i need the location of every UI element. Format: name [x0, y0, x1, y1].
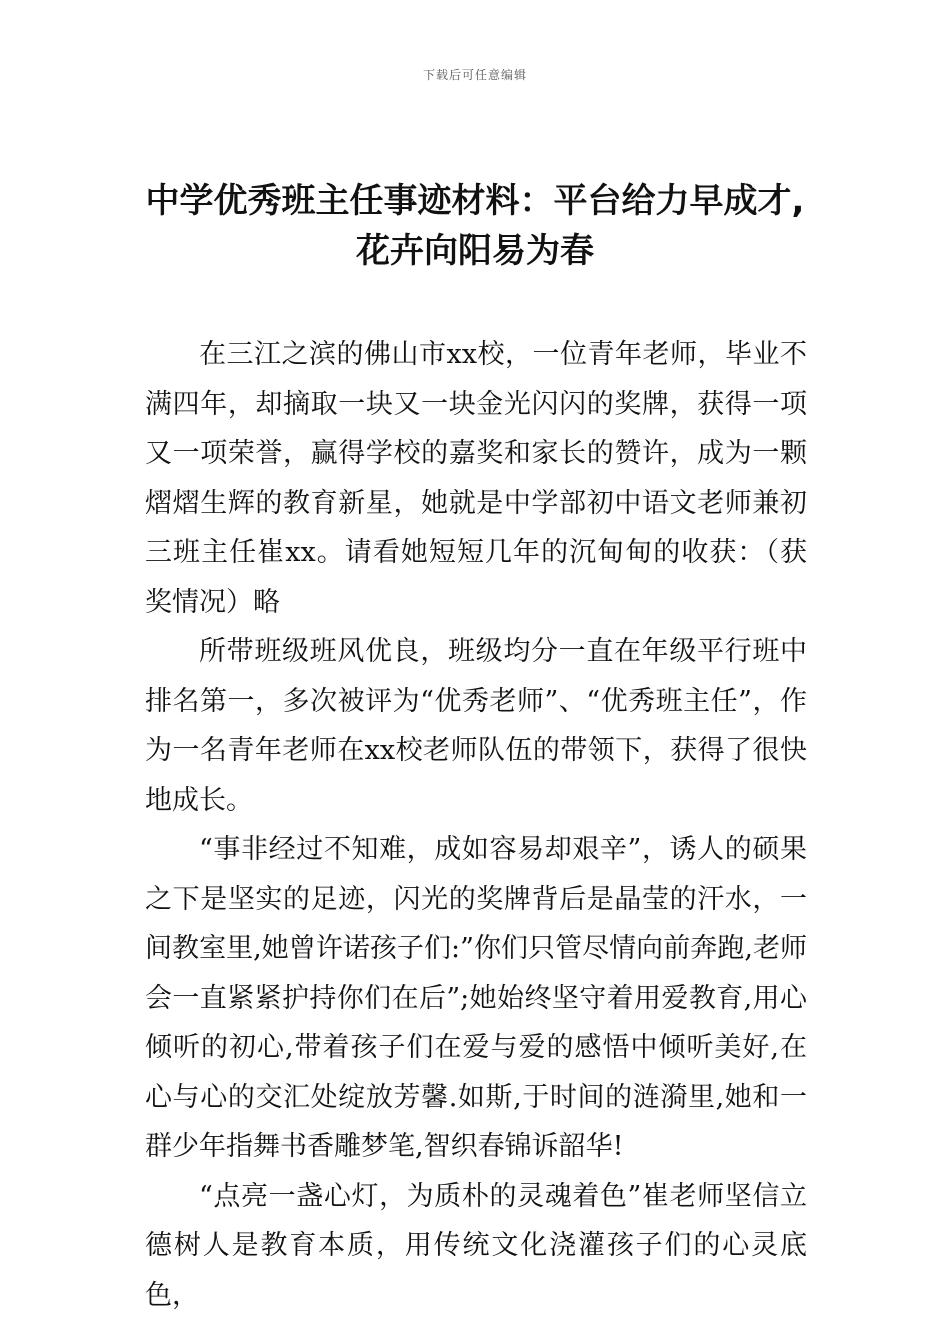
paragraph: 在三江之滨的佛山市xx校，一位青年老师，毕业不满四年，却摘取一块又一块金光闪闪的奖牌，获得一项又一项荣誉，赢得学校的嘉奖和家长的赞许，成为一颗熠熠生辉的教育新星，她就是中学部初中语文老师兼初三班主任崔xx。请看她短短几年的沉甸甸的收获：（获奖情况）略 — [145, 339, 807, 618]
document-body — [145, 330, 807, 1320]
document-title: 中学优秀班主任事迹材料：平台给力早成才,花卉向阳易为春 — [145, 181, 805, 271]
paragraph: 所带班级班风优良，班级均分一直在年级平行班中排名第一，多次被评为“优秀老师”、“优秀班主任”，作为一名青年老师在xx校老师队伍的带领下，获得了很快地成长。 — [145, 636, 807, 816]
header-note: 下载后可任意编辑 — [422, 68, 527, 82]
paragraph: “事非经过不知难，成如容易却艰辛”，诱人的硕果之下是坚实的足迹，闪光的奖牌背后是晶莹的汗水，一间教室里,她曾许诺孩子们:”你们只管尽情向前奔跑,老师会一直紧紧护持你们在后”;她始终坚守着用爱教育,用心倾听的初心,带着孩子们在爱与爱的感悟中倾听美好,在心与心的交汇处绽放芳馨.如斯,于时间的涟漪里,她和一群少年指舞书香雕梦笔,智织春锦诉韶华! — [145, 834, 807, 1162]
paragraph: “点亮一盏心灯，为质朴的灵魂着色”崔老师坚信立德树人是教育本质，用传统文化浇灌孩子们的心灵底色， — [145, 1180, 807, 1311]
